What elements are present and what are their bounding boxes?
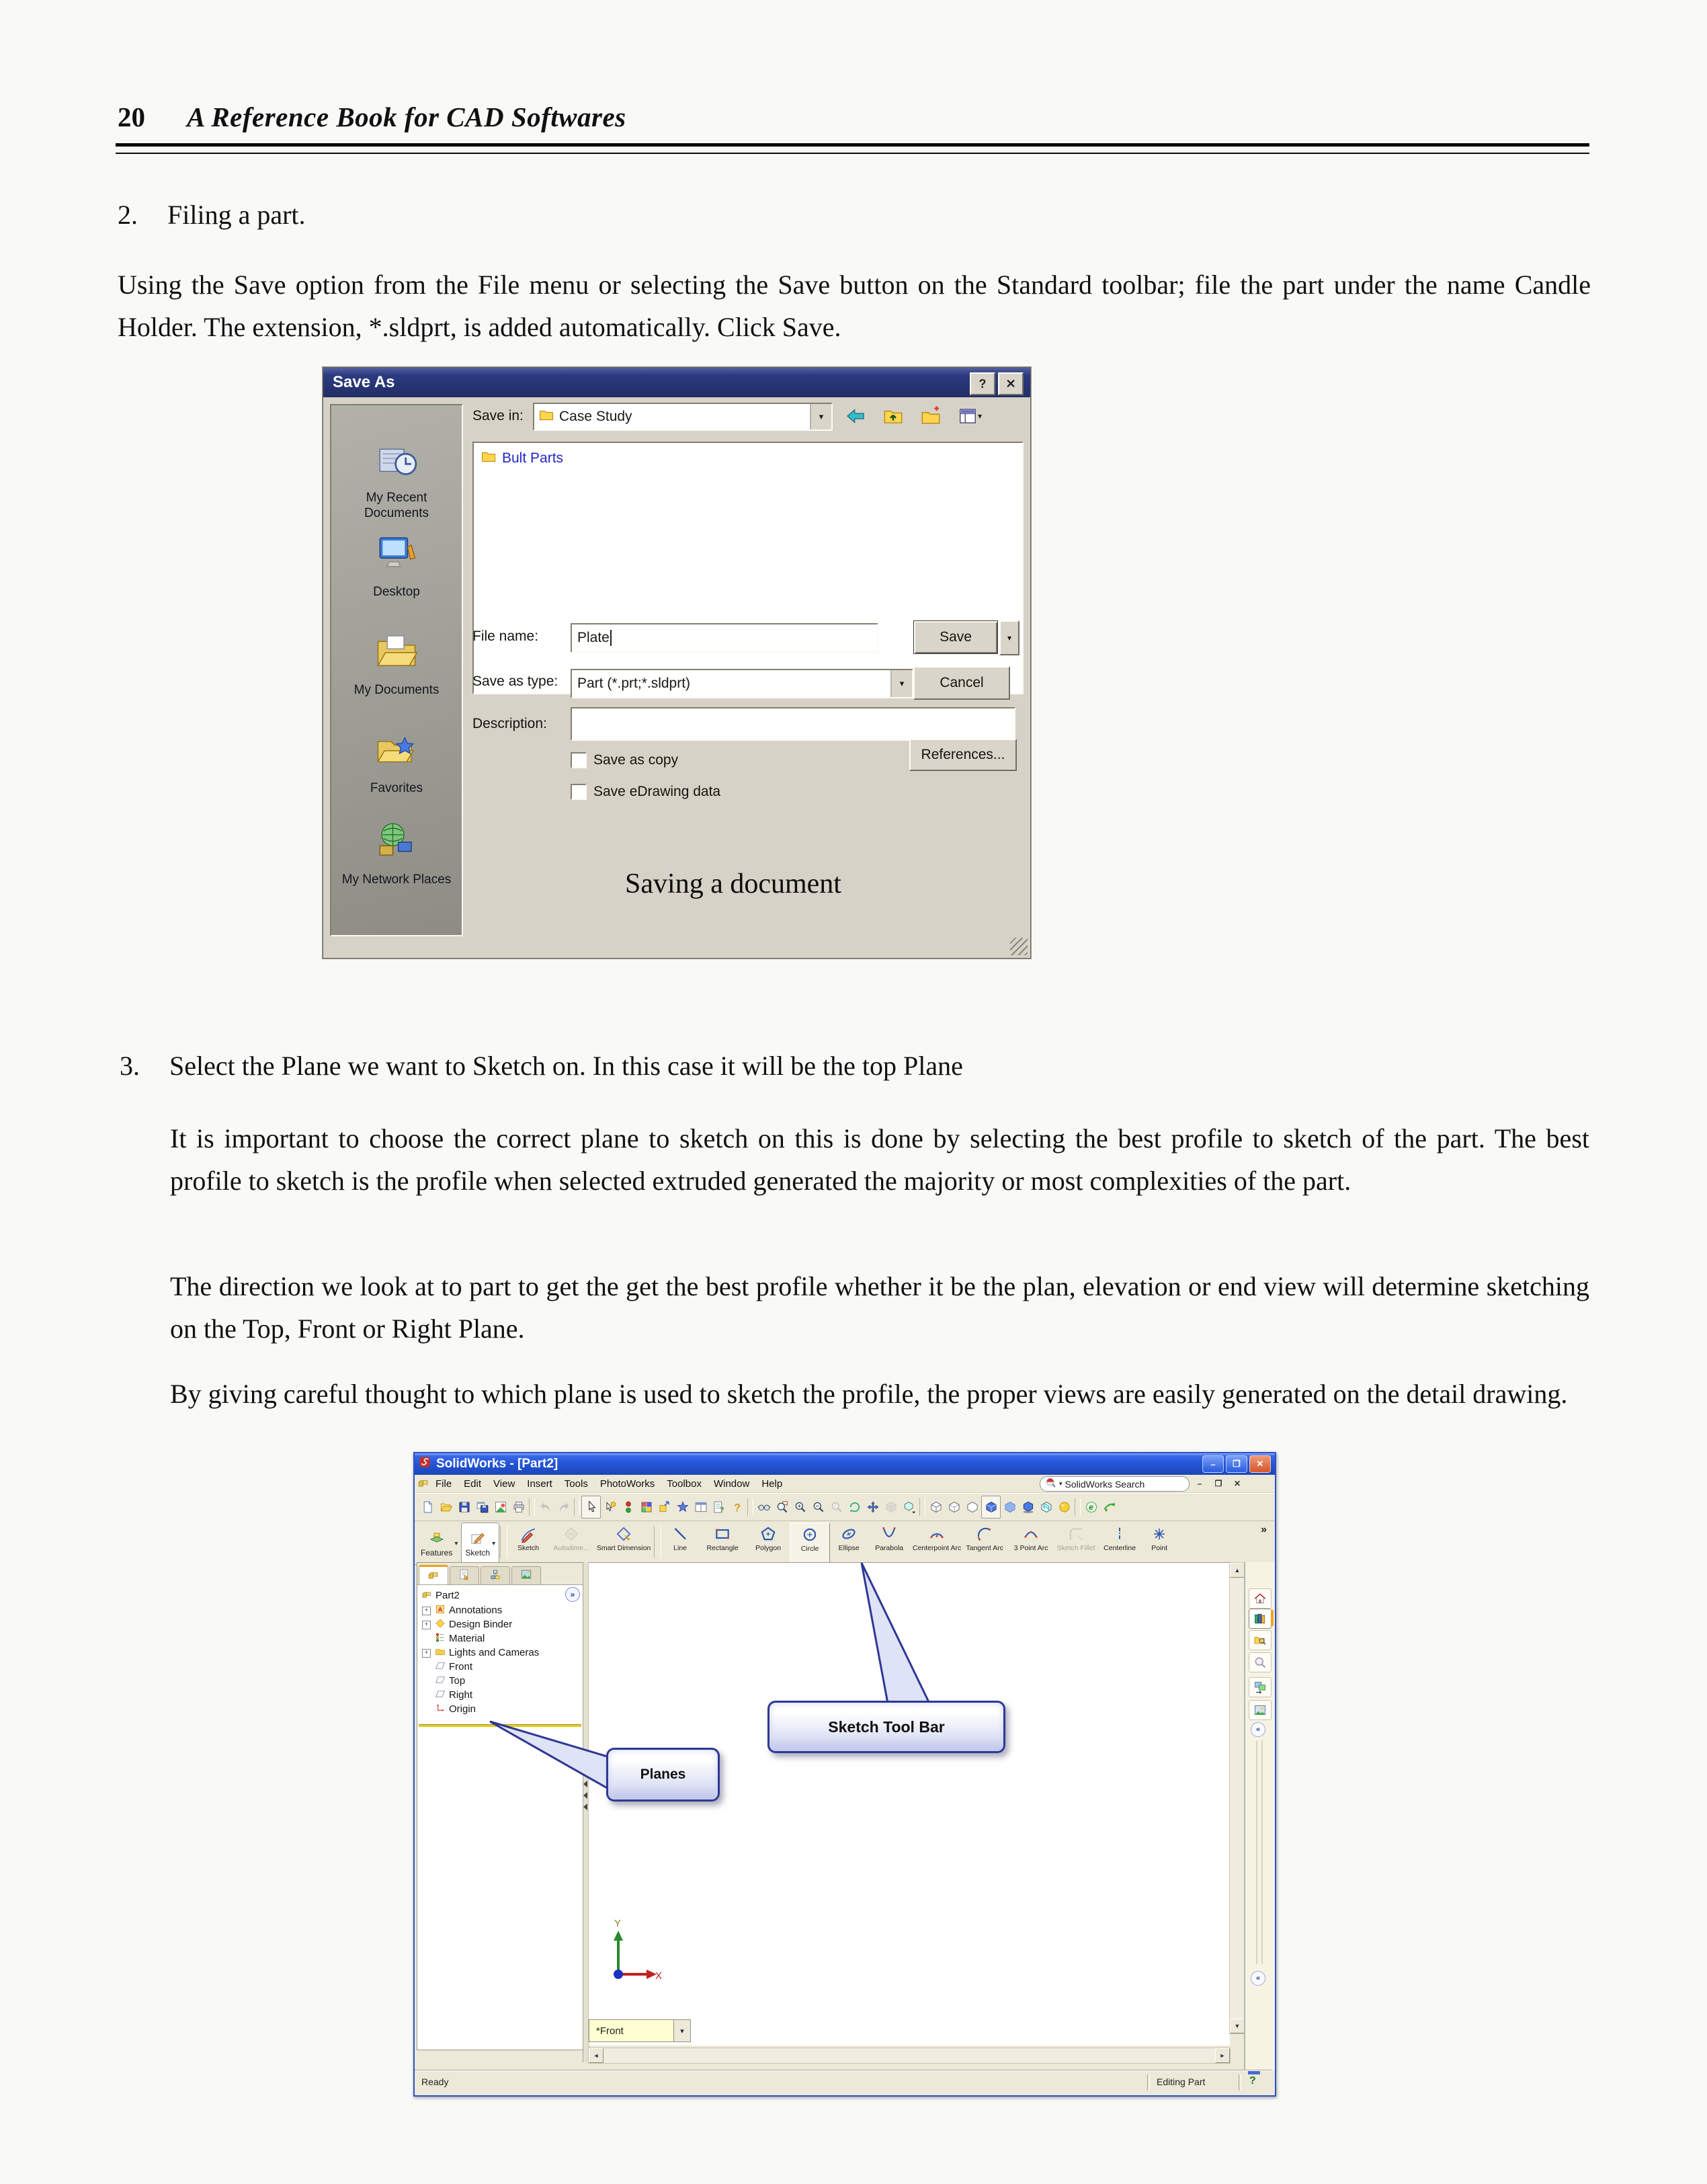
tree-item-front[interactable] — [417, 1660, 583, 1674]
pan-icon[interactable] — [864, 1496, 882, 1518]
callout-sketch-toolbar: Sketch Tool Bar — [767, 1701, 1005, 1753]
part-icon — [421, 1588, 432, 1602]
manager-tab-tabconf[interactable] — [481, 1566, 510, 1584]
tool-polygon[interactable] — [747, 1523, 790, 1564]
tool-ellipse[interactable] — [830, 1523, 868, 1564]
references-button[interactable]: References... — [909, 739, 1017, 771]
cube-wire-icon[interactable] — [927, 1496, 945, 1518]
text-caret — [610, 630, 612, 646]
printer-icon[interactable] — [509, 1496, 528, 1518]
scroll-up-icon[interactable]: ▲ — [1230, 1563, 1245, 1578]
save-as-type-combo[interactable] — [571, 669, 913, 698]
save-as-copy-label[interactable]: Save as copy — [593, 752, 679, 768]
resize-grip[interactable] — [1010, 938, 1028, 955]
features-icon — [429, 1530, 445, 1548]
point-icon — [1151, 1525, 1168, 1545]
folder-icon — [538, 407, 554, 427]
ellipse-icon — [840, 1525, 858, 1545]
app-icon — [419, 1456, 431, 1472]
collapse-arrow-icon — [583, 1804, 587, 1810]
figure-caption: Saving a document — [625, 868, 841, 899]
cursor-icon[interactable] — [581, 1496, 601, 1519]
dialog-help-button[interactable]: ? — [970, 372, 995, 395]
y-axis-label: Y — [614, 1918, 622, 1929]
main-toolbar — [415, 1493, 1275, 1521]
tool-line[interactable] — [662, 1523, 698, 1564]
status-divider — [1239, 2074, 1241, 2091]
search-text: SolidWorks Search — [1065, 1478, 1145, 1490]
panel-expand-icon[interactable]: » — [565, 1587, 580, 1602]
tree-item-label: Material — [449, 1633, 485, 1644]
x-axis-label: X — [655, 1970, 662, 1982]
paragraph-plane-2: The direction we look at to part to get the get the best profile whether it be the plan, elevation or end view will determine sketching on the Top, Front or Right Plane. — [170, 1271, 1589, 1344]
chevron-down-icon: ▾ — [977, 411, 983, 421]
tool-point[interactable] — [1143, 1523, 1175, 1564]
toolbar-overflow-icon[interactable]: » — [1261, 1524, 1267, 1535]
taskpane-searchm-icon[interactable] — [1249, 1652, 1272, 1672]
solidworks-window — [413, 1452, 1276, 2097]
list-number: 2. — [118, 200, 138, 230]
tree-item-top[interactable] — [417, 1674, 583, 1688]
tree-item-label: Top — [449, 1675, 466, 1687]
doc-close-button[interactable]: ✕ — [1233, 1479, 1241, 1488]
listq-icon[interactable] — [710, 1496, 728, 1518]
status-divider — [1147, 2074, 1150, 2091]
cancel-button[interactable]: Cancel — [913, 666, 1010, 700]
tree-divider — [419, 1724, 581, 1727]
tree-item-label: Origin — [449, 1703, 476, 1715]
place-desktop[interactable] — [331, 530, 462, 600]
recent-icon — [374, 436, 419, 485]
save-button[interactable]: Save — [913, 620, 998, 654]
zoomsel-icon[interactable] — [827, 1496, 845, 1518]
tree-item-label: Front — [449, 1661, 473, 1672]
collapse-taskpane-icon[interactable]: « — [1251, 1971, 1265, 1986]
zoomarea-icon[interactable] — [791, 1496, 809, 1518]
place-label: My Documents — [353, 683, 440, 697]
menu-bar — [415, 1475, 1275, 1493]
sketch-toolbar — [499, 1523, 1175, 1564]
place-my-network-places[interactable] — [331, 818, 462, 887]
doc-restore-button[interactable]: ❐ — [1214, 1479, 1222, 1488]
smartdim-icon — [615, 1525, 632, 1545]
tree-item-right[interactable] — [417, 1688, 583, 1702]
tool-label: Ellipse — [838, 1544, 860, 1552]
place-label: Favorites — [370, 781, 423, 795]
tool-sketch[interactable] — [508, 1523, 548, 1564]
parabola-icon — [880, 1525, 898, 1545]
tool-label: Point — [1151, 1544, 1168, 1552]
active-tab-marker — [1271, 1610, 1274, 1626]
chevron-down-icon[interactable]: ▾ — [673, 2020, 690, 2041]
tool-3-point-arc[interactable] — [1006, 1523, 1056, 1564]
tool-label: 3 Point Arc — [1013, 1544, 1048, 1552]
tabdisp-icon — [520, 1568, 532, 1584]
minimize-button[interactable]: – — [1202, 1455, 1224, 1473]
favorites-icon — [374, 727, 419, 775]
origin-icon — [435, 1703, 446, 1716]
fillet-icon — [1067, 1525, 1085, 1545]
dialog-title-bar[interactable] — [323, 368, 1030, 397]
tree-item-label: Design Binder — [449, 1619, 513, 1630]
tool-circle[interactable] — [790, 1523, 830, 1564]
origin-triad — [595, 1917, 662, 1991]
tree-root[interactable] — [417, 1587, 583, 1603]
tool-label: Autodime... — [553, 1544, 589, 1552]
sketch-tab[interactable] — [461, 1523, 499, 1564]
back-icon[interactable] — [839, 403, 872, 430]
plane-icon — [435, 1674, 446, 1688]
chevron-down-icon[interactable]: ▾ — [492, 1539, 496, 1547]
save-as-type-label: Save as type: — [472, 674, 558, 689]
file-list-item-label: Bult Parts — [502, 450, 564, 466]
tool-tangent-arc[interactable] — [963, 1523, 1006, 1564]
file-name-value: Plate — [577, 630, 610, 645]
save-as-copy-checkbox[interactable] — [571, 752, 587, 768]
save-as-dialog — [323, 367, 1031, 959]
place-my-recent-documents[interactable] — [331, 436, 462, 521]
tabconf-icon — [489, 1568, 501, 1584]
dialog-close-button[interactable]: ✕ — [998, 372, 1024, 395]
toolbar-divider — [574, 1498, 580, 1516]
menu-file[interactable]: File — [435, 1478, 452, 1490]
tool-rectangle[interactable] — [698, 1523, 747, 1564]
place-label: My Network Places — [341, 873, 452, 887]
new-folder-icon[interactable] — [915, 403, 947, 430]
page-icon[interactable] — [419, 1496, 437, 1518]
tool-smart-dimension[interactable] — [594, 1523, 653, 1564]
tool-label: Centerpoint Arc — [912, 1544, 962, 1552]
material-icon — [435, 1632, 446, 1646]
desktop-icon — [374, 530, 419, 579]
view-orientation-value: *Front — [596, 2025, 624, 2037]
scroll-left-icon[interactable]: ◄ — [589, 2048, 603, 2063]
cursorq-icon[interactable] — [601, 1496, 619, 1518]
swarrows-icon[interactable] — [1100, 1496, 1118, 1518]
sketchpencil-icon — [519, 1525, 537, 1545]
tool-label: Circle — [800, 1545, 819, 1553]
tool-centerline[interactable] — [1096, 1523, 1143, 1564]
grid4-icon[interactable] — [637, 1496, 655, 1518]
shadedbox-icon[interactable] — [882, 1496, 900, 1518]
menu-edit[interactable]: Edit — [464, 1478, 482, 1490]
lights-icon — [435, 1646, 446, 1660]
winfloppy-icon[interactable] — [473, 1496, 491, 1518]
rebuild-icon[interactable] — [619, 1496, 637, 1518]
sketch-icon — [470, 1530, 486, 1548]
save-options-dropdown[interactable]: ▾ — [999, 620, 1019, 655]
toolbar-divider — [529, 1498, 535, 1516]
menu-window[interactable]: Window — [713, 1478, 750, 1490]
svg-text:?: ? — [733, 1501, 741, 1514]
svg-text:?: ? — [719, 1506, 724, 1514]
tool-label: Sketch — [517, 1544, 540, 1552]
feature-tree — [417, 1583, 583, 1716]
file-list-item[interactable] — [474, 443, 1022, 469]
plane-icon — [435, 1689, 446, 1702]
save-as-type-value: Part (*.prt;*.sldprt) — [577, 676, 691, 691]
tool-label: Parabola — [875, 1544, 904, 1552]
sphere-icon[interactable] — [1055, 1496, 1073, 1518]
tree-item-annotations[interactable] — [417, 1603, 583, 1617]
toolbar-divider — [747, 1498, 753, 1516]
tree-item-label: Right — [449, 1689, 473, 1701]
window-title: SolidWorks - [Part2] — [436, 1457, 558, 1471]
doc-minimize-button[interactable]: – — [1197, 1479, 1202, 1488]
places-bar — [330, 404, 463, 936]
expand-icon[interactable]: + — [422, 1649, 431, 1658]
feature-tree-items — [417, 1603, 583, 1716]
floppy-icon[interactable] — [455, 1496, 473, 1518]
manager-tab-tabdisp[interactable] — [511, 1566, 541, 1584]
tool-autodime-[interactable] — [548, 1523, 594, 1564]
chevron-down-icon[interactable]: ▾ — [810, 404, 831, 430]
status-blue-bar — [1248, 2071, 1260, 2074]
tree-item-material-not-specified-[interactable] — [417, 1631, 583, 1646]
rotate-icon[interactable] — [845, 1496, 864, 1518]
file-name-label: File name: — [472, 629, 539, 644]
toolbar-divider — [500, 1526, 507, 1558]
place-my-documents[interactable] — [331, 629, 462, 698]
search-icon — [1046, 1478, 1056, 1490]
taskpane-drag-handle[interactable] — [1256, 1740, 1263, 1964]
horizontal-scrollbar[interactable] — [588, 2048, 1231, 2064]
file-list[interactable] — [472, 442, 1024, 694]
list-text: Select the Plane we want to Sketch on. In this case it will be the top Plane — [169, 1051, 963, 1081]
network-icon — [374, 818, 419, 866]
circle-icon — [801, 1526, 819, 1545]
centerline-icon — [1111, 1525, 1128, 1545]
chevron-down-icon[interactable]: ▾ — [454, 1539, 458, 1547]
list-number: 3. — [120, 1051, 140, 1081]
dialog-title: Save As — [333, 373, 395, 391]
photoworks-icon[interactable] — [491, 1496, 509, 1518]
svg-text:A: A — [438, 1606, 443, 1613]
svg-text:e: e — [1088, 1503, 1093, 1512]
status-ready: Ready — [421, 2076, 449, 2087]
taskpane-palette-icon[interactable] — [1249, 1677, 1272, 1697]
taskpane-library-icon[interactable] — [1249, 1609, 1272, 1629]
undo-icon[interactable] — [536, 1496, 554, 1518]
paragraph-plane-3: By giving careful thought to which plane is used to sketch the profile, the proper views are easily generated on the detail drawing. — [170, 1379, 1568, 1409]
task-pane — [1244, 1562, 1275, 2070]
manager-tab-part[interactable] — [419, 1565, 448, 1584]
description-input[interactable] — [571, 707, 1015, 741]
tree-item-origin[interactable] — [417, 1702, 583, 1716]
collapse-taskpane-icon[interactable]: « — [1251, 1722, 1265, 1737]
menu-bar-items — [429, 1477, 788, 1491]
toolbar-divider — [919, 1498, 925, 1516]
list-item-3 — [120, 1050, 963, 1082]
list-text: Filing a part. — [167, 200, 306, 230]
place-favorites[interactable] — [331, 727, 462, 796]
sketch-label: Sketch — [465, 1547, 491, 1558]
toolbar-divider — [654, 1526, 661, 1558]
scroll-right-icon[interactable]: ► — [1215, 2048, 1230, 2063]
page-header — [118, 101, 626, 133]
restore-button[interactable]: ❐ — [1226, 1455, 1247, 1473]
scroll-down-icon[interactable]: ▼ — [1230, 2019, 1245, 2033]
save-in-value: Case Study — [559, 409, 632, 424]
part-icon — [427, 1568, 440, 1584]
glasses-icon[interactable] — [755, 1496, 773, 1518]
place-label: Desktop — [373, 585, 420, 599]
polygon-icon — [759, 1525, 777, 1545]
tabprop-icon — [458, 1568, 470, 1584]
command-manager — [415, 1521, 1275, 1565]
arc3-icon — [1022, 1525, 1040, 1545]
expand-icon[interactable]: + — [422, 1607, 431, 1615]
callout-planes: Planes — [606, 1748, 720, 1802]
part-icon — [417, 1476, 429, 1491]
tool-label: Centerline — [1104, 1544, 1136, 1552]
file-name-input[interactable] — [571, 623, 878, 653]
manager-tab-tabprop[interactable] — [450, 1566, 479, 1584]
taskpane-viewpal-icon[interactable] — [1249, 1700, 1272, 1720]
binder-icon — [435, 1618, 446, 1631]
cube-multi-icon[interactable] — [1037, 1496, 1055, 1518]
status-help-icon[interactable]: ? — [1249, 2075, 1256, 2087]
folder-icon[interactable] — [437, 1496, 455, 1518]
paragraph-filing: Using the Save option from the File menu or selecting the Save button on the Standard toolbar; file the part under the name Candle Holder. The extension, *.sldprt, is added automatically. Click Save. — [118, 270, 1591, 342]
tool-sketch-fillet[interactable] — [1056, 1523, 1096, 1564]
winlayout-icon[interactable] — [692, 1496, 710, 1518]
tool-label: Line — [673, 1544, 688, 1552]
page-number: 20 — [118, 102, 145, 132]
redo-icon[interactable] — [554, 1496, 573, 1518]
boxarrow-icon[interactable] — [655, 1496, 673, 1518]
mydocs-icon — [374, 629, 419, 677]
tool-label: Tangent Arc — [966, 1544, 1003, 1552]
cube-shaded-icon[interactable] — [1001, 1496, 1019, 1518]
menu-view[interactable]: View — [493, 1478, 515, 1490]
chevron-down-icon[interactable]: ▾ — [1059, 1480, 1063, 1487]
tool-label: Polygon — [755, 1544, 782, 1552]
up-one-level-icon[interactable] — [877, 403, 909, 430]
help-icon[interactable] — [728, 1496, 746, 1518]
toolbar-divider — [1075, 1498, 1081, 1516]
collapse-arrow-icon — [583, 1792, 587, 1799]
menu-photoworks[interactable]: PhotoWorks — [599, 1478, 655, 1490]
annot-icon — [435, 1604, 446, 1617]
list-item-2 — [118, 199, 306, 231]
header-rule — [116, 143, 1589, 154]
tool-label: Sketch Fillet — [1056, 1544, 1095, 1552]
book-title: A Reference Book for CAD Softwares — [187, 102, 626, 132]
star-icon[interactable] — [673, 1496, 692, 1518]
place-label: My Recent Documents — [364, 491, 429, 520]
tree-item-design-binder[interactable] — [417, 1617, 583, 1631]
line-icon — [671, 1525, 689, 1545]
tree-root-label: Part2 — [435, 1589, 460, 1601]
features-label: Features — [421, 1547, 453, 1558]
tree-item-lights-and-cameras[interactable] — [417, 1646, 583, 1660]
folder-icon — [481, 448, 497, 469]
taskpane-explorer-icon[interactable] — [1249, 1630, 1272, 1650]
collapse-arrow-icon — [583, 1781, 587, 1787]
vertical-scrollbar[interactable] — [1229, 1562, 1245, 2034]
tarc-icon — [976, 1525, 993, 1545]
save-edrawing-checkbox[interactable] — [571, 784, 587, 800]
menu-help[interactable]: Help — [761, 1478, 783, 1490]
status-bar — [415, 2070, 1272, 2095]
cube-hlv-icon[interactable] — [945, 1496, 963, 1518]
autodime-icon — [563, 1525, 580, 1545]
cparc-icon — [928, 1525, 946, 1545]
taskpane-home-icon[interactable] — [1249, 1588, 1272, 1609]
close-button[interactable]: ✕ — [1249, 1455, 1271, 1473]
save-in-combo[interactable] — [533, 403, 833, 431]
tool-label: Rectangle — [706, 1544, 739, 1552]
zoomfit-icon[interactable] — [773, 1496, 791, 1518]
status-editing: Editing Part — [1157, 2076, 1206, 2087]
tool-parabola[interactable] — [868, 1523, 911, 1564]
save-edrawing-label[interactable]: Save eDrawing data — [593, 784, 721, 799]
features-tab[interactable] — [417, 1523, 461, 1564]
feature-manager-panel — [417, 1562, 583, 2050]
manager-tabs — [417, 1563, 583, 1585]
rectangle-icon — [714, 1525, 731, 1545]
view-orientation-dropdown[interactable] — [589, 2019, 691, 2042]
zoominout-icon[interactable] — [809, 1496, 827, 1518]
save-in-label: Save in: — [472, 408, 524, 423]
tool-centerpoint-arc[interactable] — [911, 1523, 963, 1564]
tree-item-label: Lights and Cameras — [449, 1647, 540, 1658]
search-box[interactable] — [1040, 1476, 1190, 1492]
edrw-icon[interactable] — [1082, 1496, 1100, 1518]
title-bar[interactable] — [415, 1453, 1275, 1475]
paragraph-plane-1: It is important to choose the correct plane to sketch on this is done by selecting the best profile to sketch of the part. The best profile to sketch is the profile when selected extruded generated the majority or most complexities of the part. — [170, 1123, 1589, 1196]
chevron-down-icon[interactable]: ▾ — [890, 670, 912, 697]
view-menu-icon[interactable] — [951, 403, 989, 430]
cubedrop-icon[interactable] — [900, 1496, 918, 1518]
graphics-viewport[interactable] — [588, 1562, 1230, 2046]
description-label: Description: — [472, 716, 547, 731]
plane-icon — [435, 1660, 446, 1674]
menu-toolbox[interactable]: Toolbox — [667, 1478, 702, 1490]
tool-label: Smart Dimension — [596, 1544, 651, 1552]
cube-hlr-icon[interactable] — [963, 1496, 981, 1518]
tree-item-label: Annotations — [449, 1605, 503, 1616]
expand-icon[interactable]: + — [422, 1621, 431, 1629]
menu-tools[interactable]: Tools — [564, 1478, 588, 1490]
cube-sel-icon[interactable] — [981, 1496, 1001, 1519]
cube-shadow-icon[interactable] — [1019, 1496, 1037, 1518]
menu-insert[interactable]: Insert — [527, 1478, 552, 1490]
